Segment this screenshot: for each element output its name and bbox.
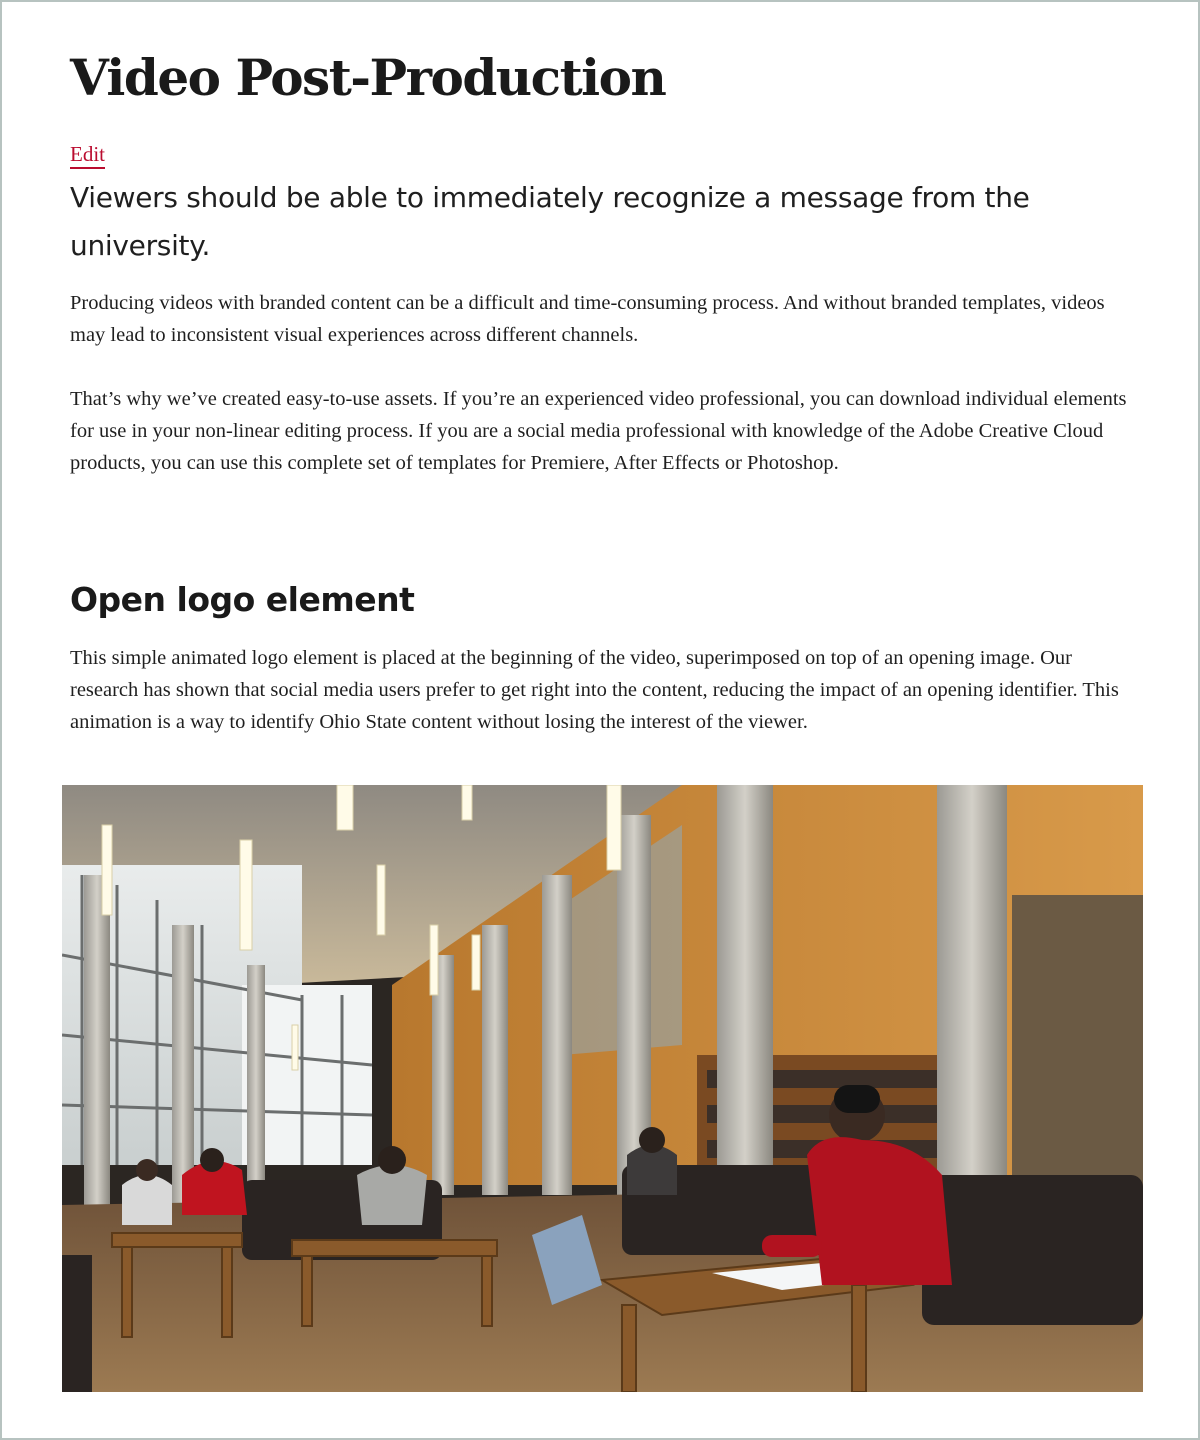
intro-paragraph: Producing videos with branded content can be a difficult and time-consuming process. And without branded templates, videos may lead to inconsistent visual experiences across different channels. (70, 292, 1105, 346)
library-photo (62, 785, 1143, 1392)
lede-text: Viewers should be able to immediately recognize a message from the university. (70, 181, 1030, 262)
section-body: This simple animated logo element is placed at the beginning of the video, superimposed on top of an opening image. Our research has shown that social media users prefer to get right into the content, reducing the impact of an opening identifier. This animation is a way to identify Ohio State content without losing the interest of the viewer. (70, 647, 1119, 733)
page-title: Video Post-Production (70, 48, 666, 107)
section-heading: Open logo element (70, 580, 415, 619)
edit-link[interactable]: Edit (70, 142, 105, 169)
assets-paragraph: That’s why we’ve created easy-to-use assets. If you’re an experienced video professional, you can download individual elements for use in your non-linear editing process. If you are a social media professional with knowledge of the Adobe Creative Cloud products, you can use this complete set of templates for Premiere, After Effects or Photoshop. (70, 388, 1127, 474)
